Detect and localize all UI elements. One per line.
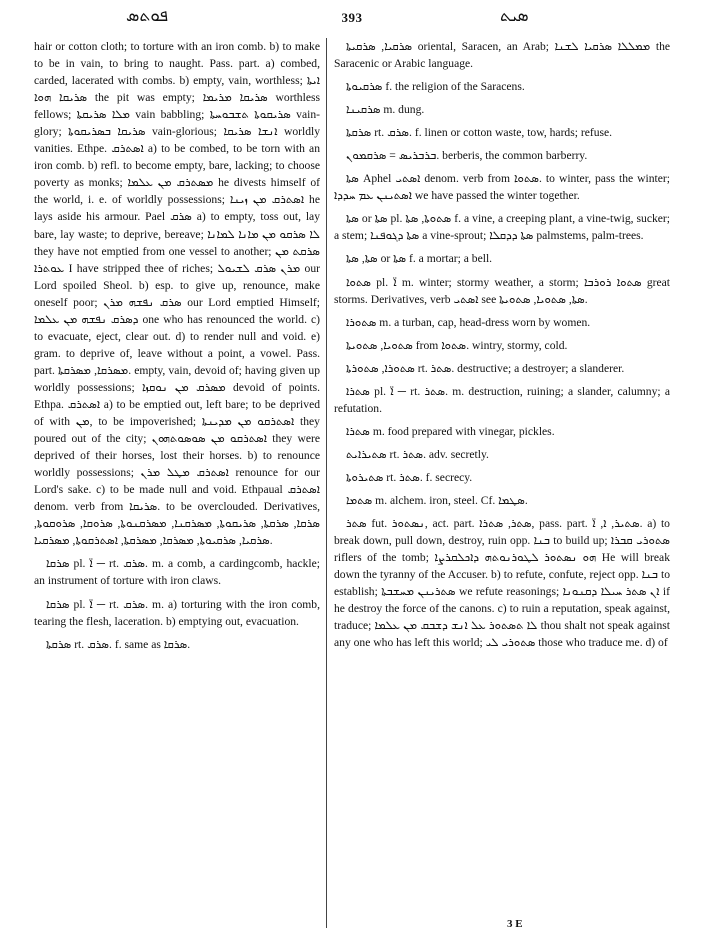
page-number: 393 [341, 10, 363, 25]
dictionary-entry [34, 555, 320, 589]
dictionary-entry [334, 170, 670, 204]
dictionary-entry [334, 469, 670, 486]
dictionary-entry [334, 383, 670, 417]
page-header [0, 4, 704, 30]
entry-text: ܣܬܘܐ pl. ܐ̈ m. winter; stormy weather, a storm; ܣܬܘܐ ܪܘܪܒܐ great storms. Derivatives, verb ܐܣܬܝ see ܣܬܐ, ܣܬܘܝܐ, ܣܬܘܝܬܐ. [334, 275, 670, 306]
dictionary-entry [334, 446, 670, 463]
column-divider [326, 38, 327, 928]
entry-text: ܣܬܐ, ܣܬܐ or ܣܬܐ f. a mortar; a bell. [346, 252, 493, 266]
header-left-word: ܦܘܬܣ [126, 6, 168, 25]
dictionary-entry [334, 101, 670, 118]
entry-text: ܣܪܩܝܘܬܐ f. the religion of the Saracens. [346, 80, 525, 94]
entry-text: ܣܬܘܝܐ, ܣܬܘܝܬܐ from ܣܬܘܐ. wintry, stormy, cold. [346, 338, 568, 352]
dictionary-entry [334, 360, 670, 377]
header-right-word: ܣܝܬ [500, 6, 529, 25]
entry-text: hair or cotton cloth; to torture with an iron comb. b) to make to be in vain, to bring to naught. Pass. part. a) combed, carded, lacerated with combs. b) empty, vain, worthless; ܐܝܬܐ ܣܪܝܩܐ ܗܘܐ the pit was empty; ܣܪܝܩܐ ܡܪܝܡܐ worthless fellows; ܡܠܐ ܣܪܝܩܬܐ vain babbling; ܣܪܝܩܘܬܐ ܬܫܒܘܚܬܐ vain-glory; ܣܪܝܩܐ ܒܣܪܝܩܘܬܐ vain-glorious; ܐܢܫܐ ܣܪܝܩܐ worldly vanities. Ethpe. ܐܣܬܪܩ a) to be combed, to be torn with an iron comb. b) refl. to become empty, bare, lacking; to choose poverty as monks; ܡܣܬܪܩ ܡܢ ܥܠܡܐ he divests himself of the world, i. e. of worldly possessions; ܐܣܬܪܩ ܡܢ ܙܝܢܐ he lays aside his armour. Pael ܣܪܩ a) to empty, toss out, lay bare, lay waste; to deprive, bereave; ܠܐ ܣܪܩܘ ܡܢ ܡܐܢܐ ܠܡܐܢܐ they have not emptied from one vessel to another; ܣܪܩܬ ܡܢ ܥܘܬܪܐ I have stripped thee of riches; ܡܪܢ ܣܪܩ ܠܫܝܘܠ our Lord spoiled Sheol. b) esp. to give up, renounce, make oneself poor; ܣܪܩ ܢܦܫܗ ܡܪܢ our Lord emptied Himself; ܕܣܪܩ ܢܦܫܗ ܡܢ ܥܠܡܐ one who has renounced the world. c) to evacuate, eject, clear out. d) to render null and void. e) gram. to deprive of, leave without a point, a vowel. Pass. part. ܡܣܪܩܐ, ܡܣܪܩܬܐ. empty, vain, devoid of; having given up worldly possessions; ܡܣܪܩ ܡܢ ܢܘܩܙܐ devoid of points. Ethpa. ܐܣܬܪܩ a) to be emptied out, left bare; to be deprived of with ܡܢ, to be impoverished; ܐܣܬܪܩܘ ܡܢ ܡܕܝܢܬܐ they poured out of the city; ܐܣܬܪܩܘ ܡܢ ܣܘܣܘܬܗܘܢ they were deprived of their horses, lost their horses. b) to renounce worldly possessions; ܐܣܬܪܩ ܡܛܠ ܡܪܢ renounce for our Lord's sake. c) to be made null and void. Ethpaual ܐܣܬܪܩ denom. verb from ܣܪܝܩܐ. to be overclouded. Derivatives, ܣܪܩܐ, ܣܪܩܬܐ, ܣܪܝܩܘܬܐ, ܡܣܪܩܢܐ, ܡܣܪܩܢܘܬܐ, ܣܪܘܩܐ, ܣܪܘܩܘܬܐ, ܣܪܩܝܐ, ܣܪܩܝܘܬܐ, ܡܣܪܩܐ, ܡܣܪܩܬܐ, ܐܣܬܪܩܘܬܐ, ܡܣܪܩܝܐ. [34, 40, 321, 548]
dictionary-entry [334, 250, 670, 267]
dictionary-entry [334, 337, 670, 354]
entry-text: ܣܬܪܐ m. food prepared with vinegar, pickles. [346, 424, 555, 438]
entry-text: ܣܬܐ or ܣܬܐ pl. ܣܬܘܬܐ, ܣܬܐ f. a vine, a creeping plant, a vine-twig, sucker; a stem; ܣܬܐ ܕܓܘܦܢܐ a vine-sprout; ܣܬܐ ܕܕܩܠܐ palmstems, palm-trees. [334, 212, 670, 243]
entry-text: ܣܬܡܐ m. alchem. iron, steel. Cf. ܣܛܡܐ. [346, 493, 528, 507]
dictionary-entry [334, 492, 670, 509]
entry-text: ܣܬܘܪܐ, ܣܬܘܪܬܐ rt. ܣܬܪ. destructive; a destroyer; a slanderer. [346, 361, 625, 375]
dictionary-entry [334, 515, 670, 651]
entry-text: ܣܬܪ fut. ܢܣܬܘܪ, act. part. ܣܬܪ, ܣܬܪܐ, pass. part. ܣܬܝܪ, ܐ, ܐ̈. a) to break down, pull down, destroy, ruin opp. ܒܢܐ to build up; ܣܬܘܪܝ ܩܒܪܐ riflers of the tomb; ܗܘ ܢܣܬܘܪ ܠܛܘܪܢܘܬܗ ܕܐܟܠܩܪܨܐ He will break down the tyranny of the Accuser. b) to refute, confute, reject opp. ܒܢܐ to establish; ܣܬܪܝܢܢ ܡܚܫܒܬܐ we refute reasonings; ܐܢ ܣܬܪ ܚܝܠܐ ܕܩܢܘܢܐ if he destroy the force of the canons. c) to ruin a reputation, speak against, traduce; ܠܐ ܬܣܬܘܪ ܥܠ ܐܢܫ ܕܫܒܩ ܡܢ ܥܠܡܐ thou shalt not speak against any one who has left this world; ܣܬܘܪܝ ܠܝ those who traduce me. d) of [334, 517, 671, 650]
signature-mark: 3 E [507, 918, 523, 930]
dictionary-entry [334, 423, 670, 440]
dictionary-entry [334, 38, 670, 72]
right-column [334, 38, 670, 651]
entry-text: ܣܪܩܐ pl. ܐ̈ ─ rt. ܣܪܩ. m. a) torturing with the iron comb, tearing the flesh, laceration. b) emptying out, evacuation. [34, 597, 320, 628]
entry-text: ܣܬܪܐ pl. ܐ̈ ─ rt. ܣܬܪ. m. destruction, ruining; a slander, calumny; a refutation. [334, 384, 670, 415]
dictionary-entry [34, 636, 320, 653]
entry-text: ܣܬܝܪܐܝܬ rt. ܣܬܪ. adv. secretly. [346, 447, 489, 461]
dictionary-entry [334, 147, 670, 164]
dictionary-entry [334, 314, 670, 331]
dictionary-entry [334, 124, 670, 141]
entry-text: ܒܪܒܪܝܣ = ܣܪܩܡܘܢ. berberis, the common barberry. [346, 149, 588, 163]
entry-text: ܣܬܐ Aphel ܐܣܬܝ denom. verb from ܣܬܘܐ. to winter, pass the winter; ܐܣܬܝܢܢ ܥܡ ܚܕܕܐ we have passed the winter together. [334, 172, 671, 203]
entry-text: ܣܪܩܝܢܐ m. dung. [346, 103, 425, 117]
entry-text: ܣܪܩܝܐ, ܣܪܩܝܬܐ oriental, Saracen, an Arab; ܡܡܠܠܐ ܣܪܩܝܐ ܠܫܢܐ the Saracenic or Arabic language. [334, 40, 671, 71]
entry-text: ܣܪܩܬܐ rt. ܣܪܩ. f. linen or cotton waste, tow, hards; refuse. [346, 126, 613, 140]
entry-text: ܣܬܘܪܐ m. a turban, cap, head-dress worn by women. [346, 315, 591, 329]
dictionary-entry [334, 210, 670, 244]
entry-text: ܣܪܩܬܐ rt. ܣܪܩ. f. same as ܣܪܩܐ. [46, 637, 191, 651]
dictionary-entry [34, 596, 320, 630]
entry-text: ܣܬܝܪܘܬܐ rt. ܣܬܪ. f. secrecy. [346, 470, 473, 484]
dictionary-entry [34, 38, 320, 549]
dictionary-entry [334, 274, 670, 308]
dictionary-entry [334, 78, 670, 95]
left-column [34, 38, 320, 653]
entry-text: ܣܪܩܐ pl. ܐ̈ ─ rt. ܣܪܩ. m. a comb, a cardingcomb, hackle; an instrument of torture with iron claws. [34, 557, 320, 588]
